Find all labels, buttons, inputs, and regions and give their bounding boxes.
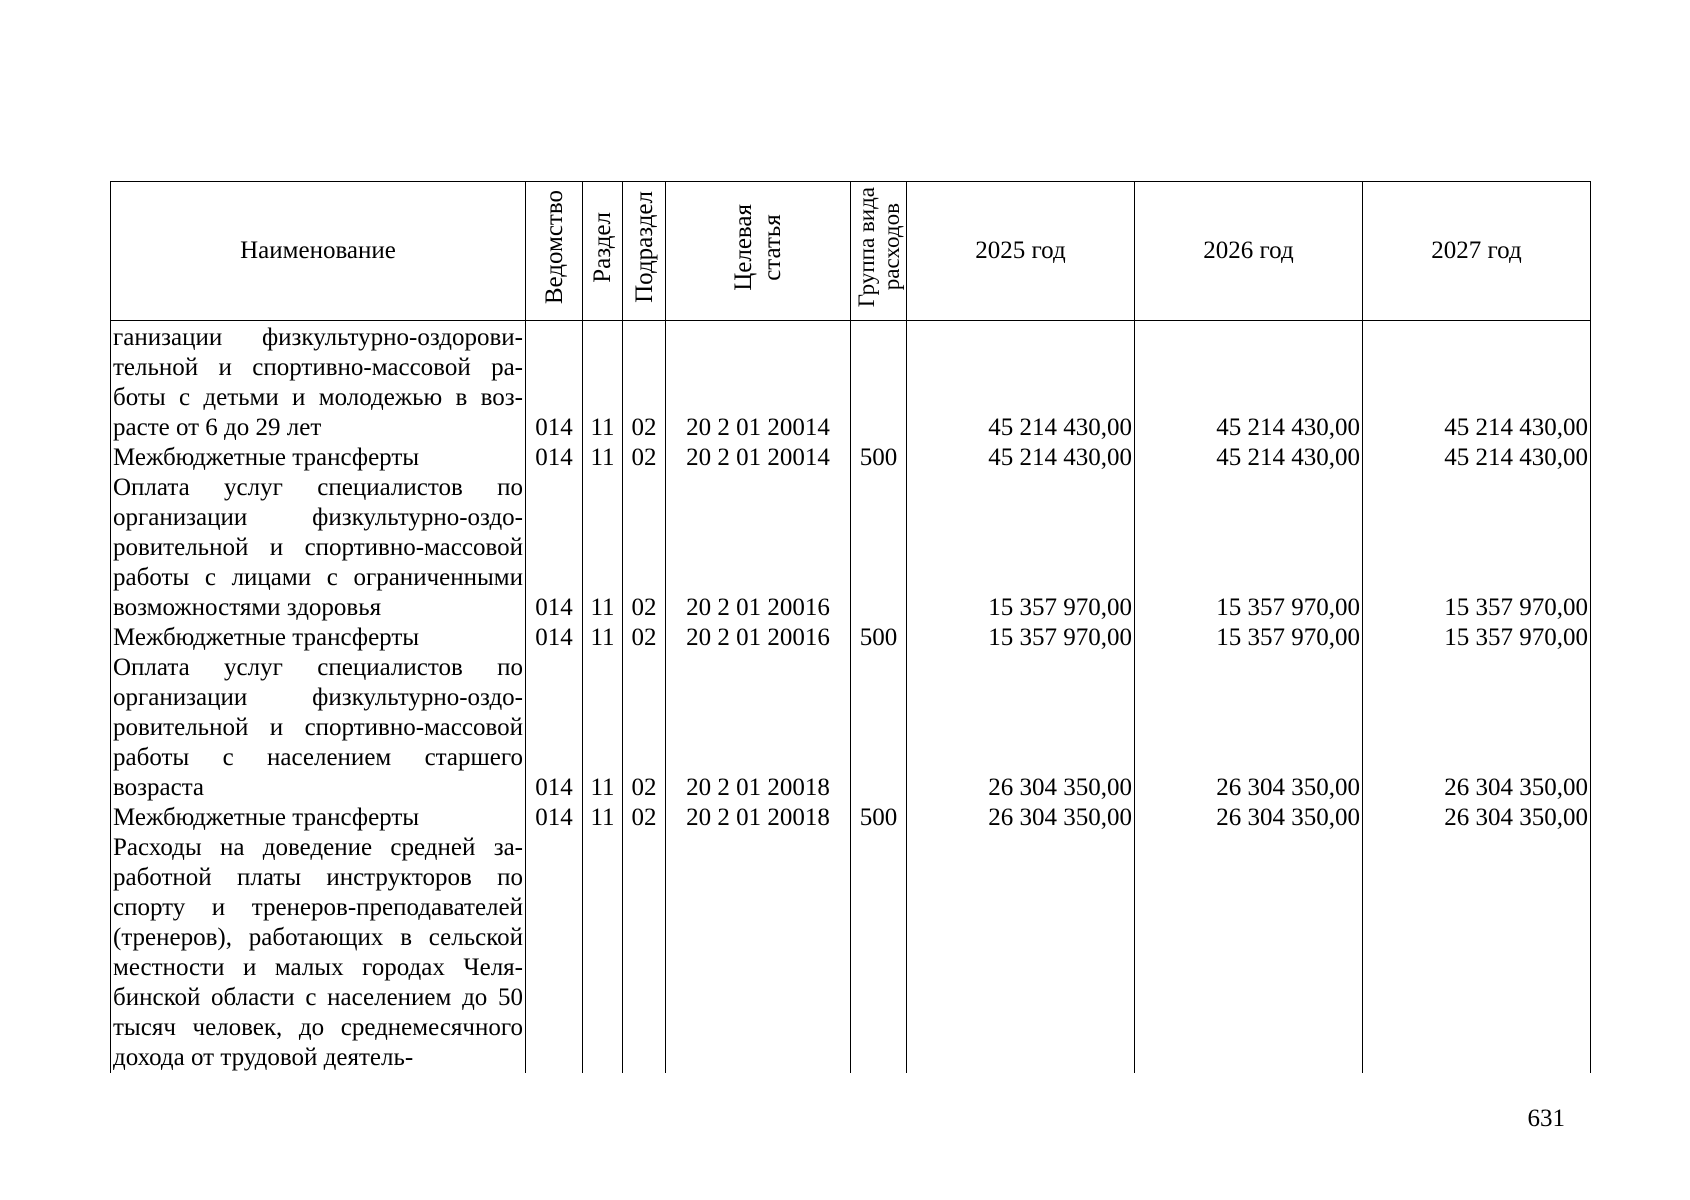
row-name: ганизации физкультурно-оздоровительной и спортивно-массовой работы с детьми и молодежью в возрасте от 6 до 29 лет	[111, 321, 526, 444]
header-year-2027: 2027 год	[1363, 182, 1591, 321]
row-amount-2026: 45 214 430,00	[1135, 443, 1363, 473]
row-amount-2025: 45 214 430,00	[907, 321, 1135, 444]
row-amount-2027: 26 304 350,00	[1363, 803, 1591, 833]
row-expense-group: 500	[851, 803, 907, 833]
row-expense-group	[851, 321, 907, 444]
row-department: 014	[526, 443, 583, 473]
row-subsection: 02	[623, 321, 666, 444]
row-department: 014	[526, 653, 583, 803]
row-expense-group	[851, 653, 907, 803]
row-amount-2025: 15 357 970,00	[907, 623, 1135, 653]
table-header	[111, 182, 1591, 321]
budget-sheet	[110, 181, 1590, 1073]
row-section: 11	[583, 443, 623, 473]
row-target-article: 20 2 01 20014	[666, 321, 851, 444]
row-target-article: 20 2 01 20018	[666, 803, 851, 833]
row-section: 11	[583, 623, 623, 653]
row-amount-2027	[1363, 833, 1591, 1073]
table-row	[111, 473, 1591, 623]
row-amount-2026: 15 357 970,00	[1135, 473, 1363, 623]
row-target-article: 20 2 01 20016	[666, 473, 851, 623]
header-expense-group: Группа вида расходов	[851, 182, 907, 321]
header-subsection: Подраздел	[623, 182, 666, 321]
budget-table	[110, 181, 1591, 1073]
row-name: Оплата услуг специалистов по организации физкультурно-оздоровительной и спортивно-массовой работы с населением старшего возраста	[111, 653, 526, 803]
row-amount-2027: 45 214 430,00	[1363, 321, 1591, 444]
table-row	[111, 321, 1591, 444]
row-target-article: 20 2 01 20016	[666, 623, 851, 653]
row-expense-group	[851, 833, 907, 1073]
header-year-2026: 2026 год	[1135, 182, 1363, 321]
row-section: 11	[583, 653, 623, 803]
row-amount-2026: 15 357 970,00	[1135, 623, 1363, 653]
row-target-article: 20 2 01 20018	[666, 653, 851, 803]
row-amount-2025: 26 304 350,00	[907, 803, 1135, 833]
row-amount-2026: 26 304 350,00	[1135, 653, 1363, 803]
row-name: Межбюджетные трансферты	[111, 803, 526, 833]
row-expense-group	[851, 473, 907, 623]
row-subsection: 02	[623, 653, 666, 803]
table-row	[111, 623, 1591, 653]
row-subsection: 02	[623, 443, 666, 473]
header-year-2025: 2025 год	[907, 182, 1135, 321]
row-amount-2026: 26 304 350,00	[1135, 803, 1363, 833]
row-section: 11	[583, 321, 623, 444]
row-amount-2025: 45 214 430,00	[907, 443, 1135, 473]
row-subsection: 02	[623, 803, 666, 833]
row-name: Расходы на доведение средней заработной платы инструкторов по спорту и тренеров-преподавателей (тренеров), работающих в сельской местности и малых городах Челябинской области с населением до 50 тысяч человек, до среднемесячного дохода от трудовой деятель-	[111, 833, 526, 1073]
row-section: 11	[583, 473, 623, 623]
row-amount-2025	[907, 833, 1135, 1073]
row-target-article: 20 2 01 20014	[666, 443, 851, 473]
row-expense-group: 500	[851, 623, 907, 653]
header-name: Наименование	[111, 182, 526, 321]
row-amount-2026	[1135, 833, 1363, 1073]
table-row	[111, 833, 1591, 1073]
row-subsection: 02	[623, 473, 666, 623]
row-department: 014	[526, 321, 583, 444]
row-subsection	[623, 833, 666, 1073]
row-target-article	[666, 833, 851, 1073]
row-amount-2027: 15 357 970,00	[1363, 473, 1591, 623]
row-amount-2025: 26 304 350,00	[907, 653, 1135, 803]
row-name: Оплата услуг специалистов по организации физкультурно-оздоровительной и спортивно-массовой работы с лицами с ограниченными возможностями здоровья	[111, 473, 526, 623]
header-department: Ведомство	[526, 182, 583, 321]
row-department	[526, 833, 583, 1073]
table-body	[111, 321, 1591, 1074]
table-row	[111, 653, 1591, 803]
row-amount-2027: 15 357 970,00	[1363, 623, 1591, 653]
row-amount-2026: 45 214 430,00	[1135, 321, 1363, 444]
row-department: 014	[526, 623, 583, 653]
header-target-article: Целевая статья	[666, 182, 851, 321]
row-department: 014	[526, 803, 583, 833]
table-row	[111, 803, 1591, 833]
row-section	[583, 833, 623, 1073]
row-subsection: 02	[623, 623, 666, 653]
row-department: 014	[526, 473, 583, 623]
row-name: Межбюджетные трансферты	[111, 623, 526, 653]
row-amount-2027: 45 214 430,00	[1363, 443, 1591, 473]
row-section: 11	[583, 803, 623, 833]
row-amount-2027: 26 304 350,00	[1363, 653, 1591, 803]
page-number: 631	[1527, 1105, 1565, 1132]
header-section: Раздел	[583, 182, 623, 321]
row-name: Межбюджетные трансферты	[111, 443, 526, 473]
table-row	[111, 443, 1591, 473]
row-amount-2025: 15 357 970,00	[907, 473, 1135, 623]
row-expense-group: 500	[851, 443, 907, 473]
